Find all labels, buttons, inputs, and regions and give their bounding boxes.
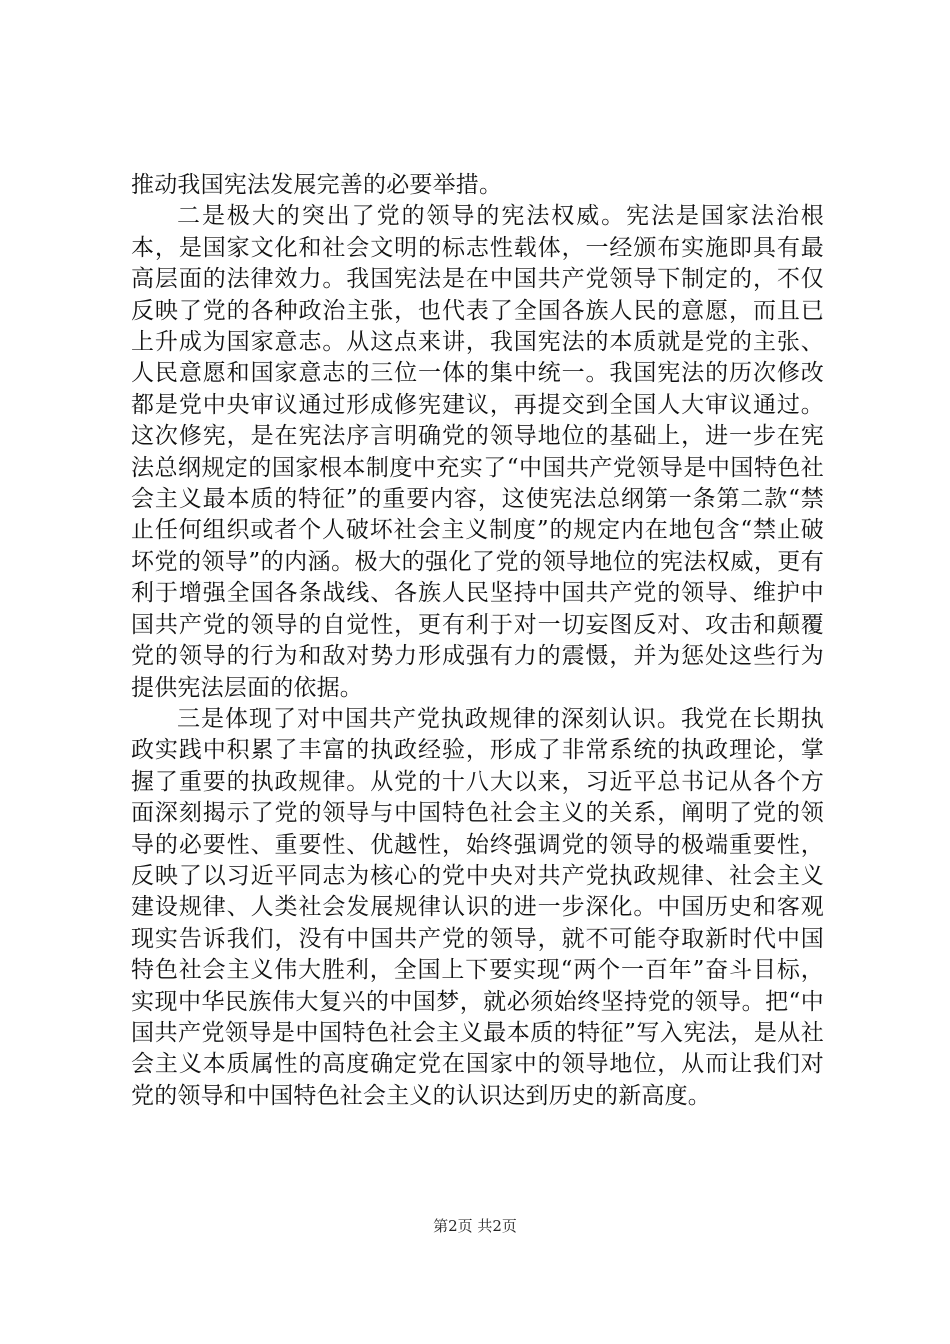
page-footer: 第2页 共2页	[433, 1217, 517, 1235]
paragraph-point-two: 二是极大的突出了党的领导的宪法权威。宪法是国家法治根本，是国家文化和社会文明的标志性载体，一经颁布实施即具有最高层面的法律效力。我国宪法是在中国共产党领导下制定的，不仅反映了党的各种政治主张，也代表了全国各族人民的意愿，而且已上升成为国家意志。从这点来讲，我国宪法的本质就是党的主张、人民意愿和国家意志的三位一体的集中统一。我国宪法的历次修改都是党中央审议通过形成修宪建议，再提交到全国人大审议通过。这次修宪，是在宪法序言明确党的领导地位的基础上，进一步在宪法总纲规定的国家根本制度中充实了“中国共产党领导是中国特色社会主义最本质的特征”的重要内容，这使宪法总纲第一条第二款“禁止任何组织或者个人破坏社会主义制度”的规定内在地包含“禁止破坏党的领导”的内涵。极大的强化了党的领导地位的宪法权威，更有利于增强全国各条战线、各族人民坚持中国共产党的领导、维护中国共产党的领导的自觉性，更有利于对一切妄图反对、攻击和颠覆党的领导的行为和敌对势力形成强有力的震慑，并为惩处这些行为提供宪法层面的依据。	[131, 203, 824, 701]
paragraph-continuation: 推动我国宪法发展完善的必要举措。	[131, 172, 503, 198]
paragraph-point-three: 三是体现了对中国共产党执政规律的深刻认识。我党在长期执政实践中积累了丰富的执政经验，形成了非常系统的执政理论，掌握了重要的执政规律。从党的十八大以来，习近平总书记从各个方面深刻揭示了党的领导与中国特色社会主义的关系，阐明了党的领导的必要性、重要性、优越性，始终强调党的领导的极端重要性，反映了以习近平同志为核心的党中央对共产党执政规律、社会主义建设规律、人类社会发展规律认识的进一步深化。中国历史和客观现实告诉我们，没有中国共产党的领导，就不可能夺取新时代中国特色社会主义伟大胜利，全国上下要实现“两个一百年”奋斗目标，实现中华民族伟大复兴的中国梦，就必须始终坚持党的领导。把“中国共产党领导是中国特色社会主义最本质的特征”写入宪法，是从社会主义本质属性的高度确定党在国家中的领导地位，从而让我们对党的领导和中国特色社会主义的认识达到历史的新高度。	[131, 705, 824, 1109]
body-text	[131, 170, 824, 1112]
